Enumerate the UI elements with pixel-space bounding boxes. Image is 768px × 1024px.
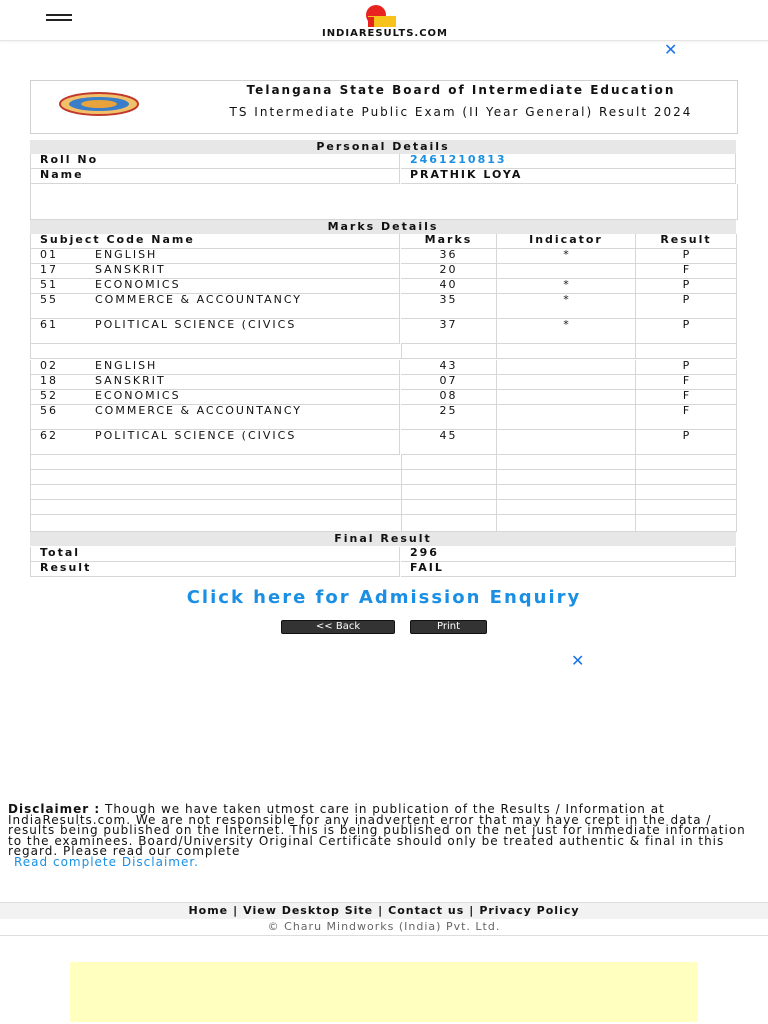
marks-cell: 35: [401, 294, 497, 319]
col-result-header: Result: [636, 234, 737, 249]
indicator-cell: *: [497, 249, 636, 264]
marks-cell: 25: [401, 405, 497, 430]
col-marks-header: Marks: [401, 234, 497, 249]
marks-cell: 08: [401, 390, 497, 405]
table-row: [30, 249, 736, 264]
roll-value: 2461210813: [401, 154, 736, 169]
indicator-cell: *: [497, 319, 636, 344]
indicator-cell: [497, 264, 636, 279]
subject-name: SANSKRIT: [95, 375, 166, 387]
indicator-cell: [497, 360, 636, 375]
subject-name: ENGLISH: [95, 249, 158, 261]
marks-cell: 07: [401, 375, 497, 390]
result-label: Result: [30, 562, 400, 577]
subject-name: POLITICAL SCIENCE (CIVICS: [95, 430, 297, 442]
empty-cell: [401, 515, 497, 532]
site-brand: INDIARESULTS.COM: [321, 28, 449, 39]
marks-cell: 20: [401, 264, 497, 279]
marks-cell: 43: [401, 360, 497, 375]
ad-close-icon[interactable]: ✕: [664, 40, 678, 59]
subject-cell: [30, 430, 400, 455]
result-cell: P: [636, 294, 737, 319]
subject-name: POLITICAL SCIENCE (CIVICS: [95, 319, 297, 331]
subject-cell: [30, 249, 400, 264]
read-disclaimer-link[interactable]: Read complete Disclaimer.: [14, 854, 199, 869]
marks-cell: 36: [401, 249, 497, 264]
result-cell: F: [636, 375, 737, 390]
empty-cell: [497, 515, 636, 532]
subject-cell: [30, 264, 400, 279]
subject-code: 61: [40, 319, 58, 331]
table-row-empty: [30, 455, 736, 470]
back-button[interactable]: << Back: [281, 620, 395, 634]
marks-cell: 45: [401, 430, 497, 455]
marks-cell: 37: [401, 319, 497, 344]
disclaimer: [8, 804, 748, 867]
print-button[interactable]: Print: [410, 620, 487, 634]
hamburger-menu-icon[interactable]: [46, 14, 72, 26]
board-seal-icon: [59, 92, 139, 116]
empty-cell: [401, 344, 497, 359]
empty-cell: [497, 500, 636, 515]
exam-subtitle: TS Intermediate Public Exam (II Year General) Result 2024: [229, 105, 693, 119]
empty-cell: [30, 515, 402, 532]
subject-code: 02: [40, 360, 58, 372]
subject-cell: [30, 405, 400, 430]
ad-banner[interactable]: [70, 962, 698, 1022]
subject-name: ENGLISH: [95, 360, 158, 372]
empty-cell: [636, 500, 737, 515]
subject-name: ECONOMICS: [95, 279, 181, 291]
subject-name: SANSKRIT: [95, 264, 166, 276]
empty-cell: [30, 344, 402, 359]
empty-cell: [30, 485, 402, 500]
copyright: © Charu Mindworks (India) Pvt. Ltd.: [0, 919, 768, 936]
empty-cell: [497, 485, 636, 500]
admission-enquiry-link[interactable]: Click here for Admission Enquiry: [186, 587, 582, 608]
subject-cell: [30, 279, 400, 294]
table-row: [30, 294, 736, 319]
name-row: [30, 169, 736, 184]
result-cell: P: [636, 319, 737, 344]
marks-header-row: [30, 234, 736, 249]
subject-cell: [30, 294, 400, 319]
empty-cell: [497, 455, 636, 470]
empty-cell: [30, 470, 402, 485]
result-cell: P: [636, 360, 737, 375]
indicator-cell: [497, 430, 636, 455]
result-cell: F: [636, 264, 737, 279]
footer-privacy-link[interactable]: Privacy Policy: [479, 904, 580, 917]
footer-links: [0, 902, 768, 919]
name-value: PRATHIK LOYA: [401, 169, 736, 184]
roll-row: [30, 154, 736, 169]
table-row: [30, 390, 736, 405]
subject-name: ECONOMICS: [95, 390, 181, 402]
result-cell: P: [636, 279, 737, 294]
total-row: [30, 547, 736, 562]
table-row: [30, 360, 736, 375]
empty-cell: [401, 470, 497, 485]
footer-separator: |: [469, 904, 475, 917]
table-row-empty: [30, 515, 736, 532]
empty-cell: [636, 485, 737, 500]
empty-cell: [636, 515, 737, 532]
final-result-heading: Final Result: [30, 532, 736, 546]
name-label: Name: [30, 169, 400, 184]
footer-separator: |: [378, 904, 384, 917]
result-cell: F: [636, 390, 737, 405]
empty-cell: [497, 470, 636, 485]
personal-details-heading: Personal Details: [30, 140, 736, 154]
roll-label: Roll No: [30, 154, 400, 169]
col-indicator-header: Indicator: [497, 234, 636, 249]
table-row: [30, 375, 736, 390]
footer-desktop-link[interactable]: View Desktop Site: [243, 904, 374, 917]
subject-code: 18: [40, 375, 58, 387]
disclaimer-text: Though we have taken utmost care in publication of the Results / Information at IndiaResults.com. We are not responsible for any inadvertent error that may have crept in the data / results being published on the Internet. This is being published on the net just for immediate information to the examinees. Board/University Original Certificate should only be treated authentic & final in this regard. Please read our complete: [8, 802, 746, 858]
indicator-cell: [497, 405, 636, 430]
ad-close-icon[interactable]: ✕: [571, 651, 585, 670]
table-row-empty: [30, 344, 736, 359]
footer-separator: |: [233, 904, 239, 917]
disclaimer-label: Disclaimer :: [8, 802, 101, 816]
subject-cell: [30, 375, 400, 390]
site-logo[interactable]: [270, 4, 500, 38]
table-row: [30, 405, 736, 430]
indicator-cell: *: [497, 279, 636, 294]
empty-cell: [401, 485, 497, 500]
subject-cell: [30, 319, 400, 344]
marks-cell: 40: [401, 279, 497, 294]
total-label: Total: [30, 547, 400, 562]
board-header: [30, 80, 738, 134]
marks-details-heading: Marks Details: [30, 220, 736, 234]
empty-cell: [30, 500, 402, 515]
table-row: [30, 264, 736, 279]
table-row-empty: [30, 470, 736, 485]
subject-code: 56: [40, 405, 58, 417]
table-row-empty: [30, 500, 736, 515]
empty-cell: [401, 500, 497, 515]
board-title: Telangana State Board of Intermediate Education: [246, 83, 676, 97]
empty-cell: [636, 455, 737, 470]
empty-cell: [636, 470, 737, 485]
table-row: [30, 279, 736, 294]
footer-contact-link[interactable]: Contact us: [388, 904, 465, 917]
indicator-cell: *: [497, 294, 636, 319]
subject-name: COMMERCE & ACCOUNTANCY: [95, 294, 303, 306]
spacer-cell: [30, 184, 738, 220]
result-cell: F: [636, 405, 737, 430]
empty-cell: [30, 455, 402, 470]
subject-code: 51: [40, 279, 58, 291]
subject-code: 17: [40, 264, 58, 276]
table-row-empty: [30, 485, 736, 500]
indicator-cell: [497, 390, 636, 405]
result-cell: P: [636, 249, 737, 264]
table-row: [30, 319, 736, 344]
spacer-row: [30, 184, 736, 220]
empty-cell: [401, 455, 497, 470]
empty-cell: [497, 344, 636, 359]
subject-code: 62: [40, 430, 58, 442]
footer-home-link[interactable]: Home: [188, 904, 229, 917]
result-row: [30, 562, 736, 577]
empty-cell: [636, 344, 737, 359]
subject-code: 01: [40, 249, 58, 261]
subject-cell: [30, 390, 400, 405]
logo-mark-icon: [362, 4, 402, 28]
subject-cell: [30, 360, 400, 375]
col-subject-header: Subject Code Name: [30, 234, 400, 249]
subject-name: COMMERCE & ACCOUNTANCY: [95, 405, 303, 417]
table-row: [30, 430, 736, 455]
indicator-cell: [497, 375, 636, 390]
result-value: FAIL: [401, 562, 736, 577]
subject-code: 55: [40, 294, 58, 306]
subject-code: 52: [40, 390, 58, 402]
top-bar: [0, 0, 768, 41]
result-cell: P: [636, 430, 737, 455]
total-value: 296: [401, 547, 736, 562]
